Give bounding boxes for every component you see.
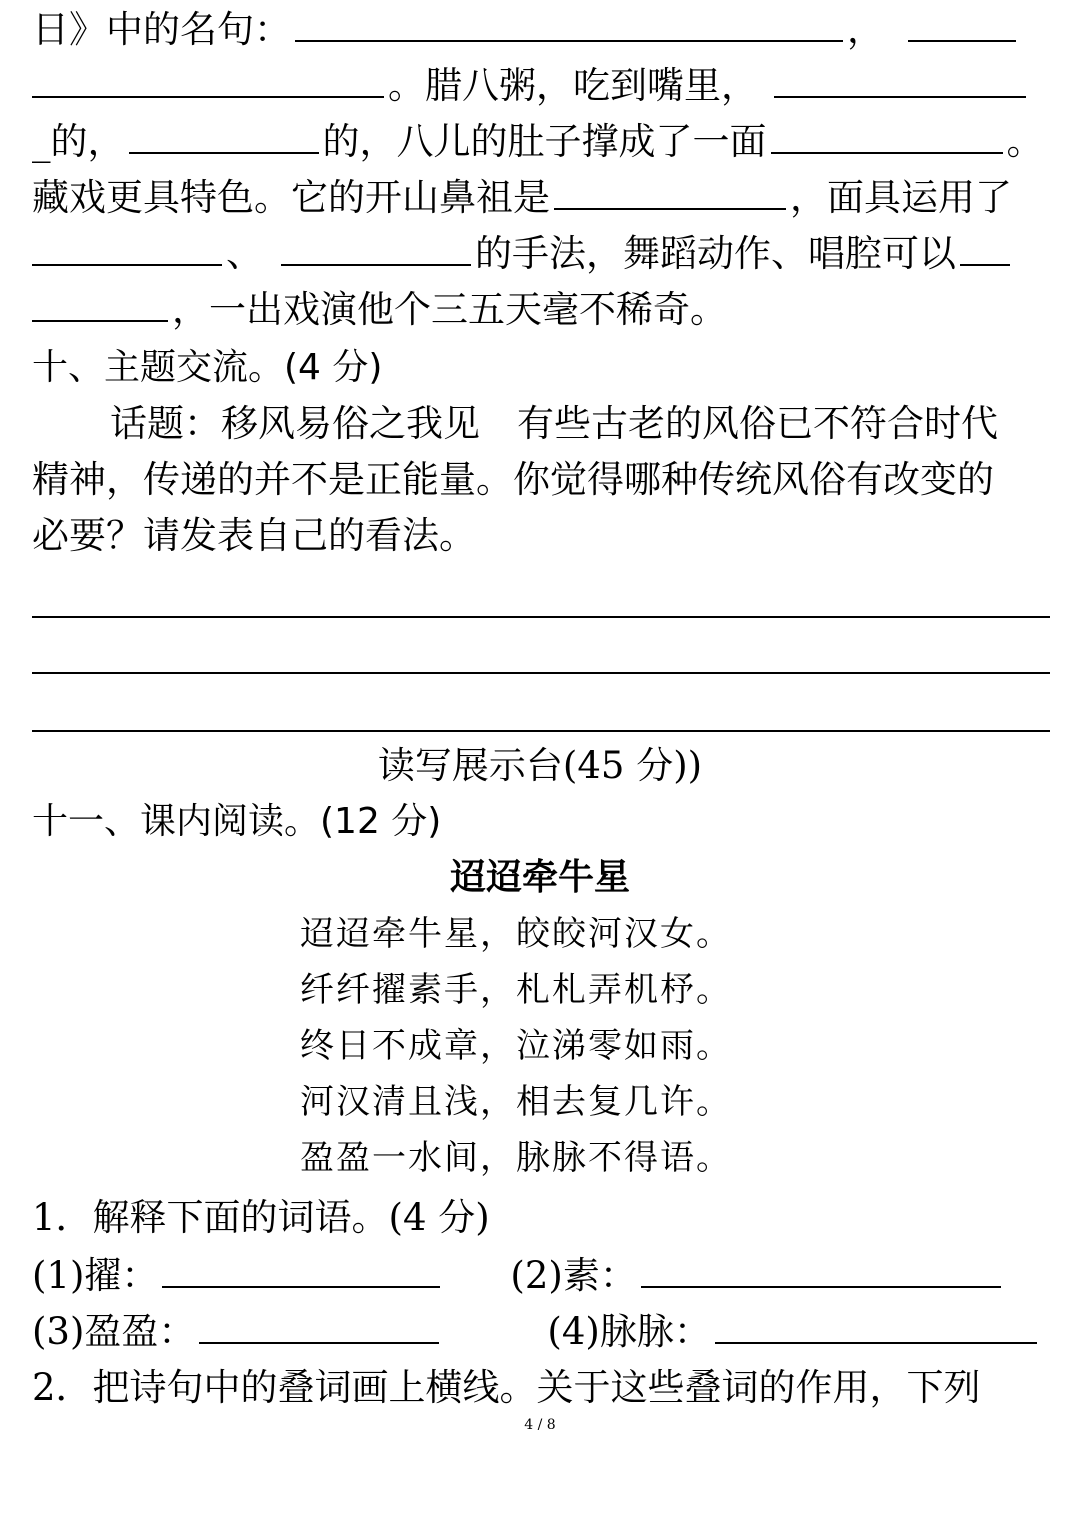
poem-title: 迢迢牵牛星 bbox=[449, 857, 630, 898]
poem-line: 纤纤擢素手，札札弄机杼。 bbox=[300, 970, 732, 1010]
fill-in-line-3 bbox=[32, 114, 1050, 170]
text: ， bbox=[847, 8, 884, 51]
answer-blank[interactable] bbox=[32, 284, 168, 322]
answer-blank[interactable] bbox=[129, 116, 319, 154]
writing-line[interactable] bbox=[32, 616, 1050, 618]
fill-in-line-1 bbox=[32, 2, 1050, 58]
fill-in-line-6 bbox=[32, 282, 1050, 338]
term-label: (4)脉脉： bbox=[547, 1310, 711, 1353]
answer-blank[interactable] bbox=[715, 1306, 1037, 1344]
text: 。 bbox=[1006, 120, 1044, 163]
answer-blank[interactable] bbox=[32, 228, 222, 266]
poem-line: 迢迢牵牛星，皎皎河汉女。 bbox=[300, 914, 732, 954]
term-label: (2)素： bbox=[510, 1254, 637, 1297]
answer-blank[interactable] bbox=[162, 1250, 440, 1288]
text: 的手法，舞蹈动作、唱腔可以 bbox=[475, 232, 956, 275]
section-11-heading: 十一、课内阅读。(12 分) bbox=[32, 801, 442, 842]
text: 的，八儿的肚子撑成了一面 bbox=[322, 120, 767, 163]
question-1-row-1 bbox=[32, 1248, 1050, 1304]
answer-blank[interactable] bbox=[774, 60, 1026, 98]
poem-line: 河汉清且浅，相去复几许。 bbox=[300, 1082, 732, 1122]
section-10-paragraph-line-3: 必要？请发表自己的看法。 bbox=[32, 514, 476, 557]
poem-line: 终日不成章，泣涕零如雨。 bbox=[300, 1026, 732, 1066]
section-10-heading: 十、主题交流。(4 分) bbox=[32, 347, 383, 388]
answer-blank[interactable] bbox=[281, 228, 471, 266]
section-10-paragraph-line-2: 精神，传递的并不是正能量。你觉得哪种传统风俗有改变的 bbox=[32, 458, 994, 501]
fill-in-line-5 bbox=[32, 226, 1050, 282]
fill-in-line-2 bbox=[32, 58, 1050, 114]
poem-line: 盈盈一水间，脉脉不得语。 bbox=[300, 1138, 732, 1178]
writing-line[interactable] bbox=[32, 672, 1050, 674]
answer-blank[interactable] bbox=[32, 60, 384, 98]
text: ，一出戏演他个三五天毫不稀奇。 bbox=[172, 288, 727, 331]
answer-blank[interactable] bbox=[960, 228, 1010, 266]
text: 藏戏更具特色。它的开山鼻祖是 bbox=[32, 176, 550, 219]
question-1: 1．解释下面的词语。(4 分) bbox=[32, 1196, 490, 1239]
answer-blank[interactable] bbox=[199, 1306, 439, 1344]
text: 、 bbox=[226, 232, 263, 275]
text: _的， bbox=[32, 120, 125, 163]
writing-line[interactable] bbox=[32, 730, 1050, 732]
fill-in-line-4 bbox=[32, 170, 1050, 226]
term-label: (1)擢： bbox=[32, 1254, 159, 1297]
page-number: 4 / 8 bbox=[524, 1417, 556, 1433]
section-10-paragraph-line-1: 话题：移风易俗之我见 有些古老的风俗已不符合时代 bbox=[110, 402, 998, 445]
text: 。腊八粥，吃到嘴里， bbox=[388, 64, 758, 107]
answer-blank[interactable] bbox=[295, 4, 843, 42]
question-2: 2．把诗句中的叠词画上横线。关于这些叠词的作用，下列 bbox=[32, 1366, 981, 1409]
answer-blank[interactable] bbox=[771, 116, 1003, 154]
answer-blank[interactable] bbox=[641, 1250, 1001, 1288]
answer-blank[interactable] bbox=[554, 172, 786, 210]
question-1-row-2 bbox=[32, 1304, 1050, 1360]
text: 日》中的名句： bbox=[32, 8, 291, 51]
text: ，面具运用了 bbox=[790, 176, 1012, 219]
answer-blank[interactable] bbox=[908, 4, 1016, 42]
section-banner: 读写展示台(45 分)) bbox=[377, 744, 703, 787]
term-label: (3)盈盈： bbox=[32, 1310, 196, 1353]
